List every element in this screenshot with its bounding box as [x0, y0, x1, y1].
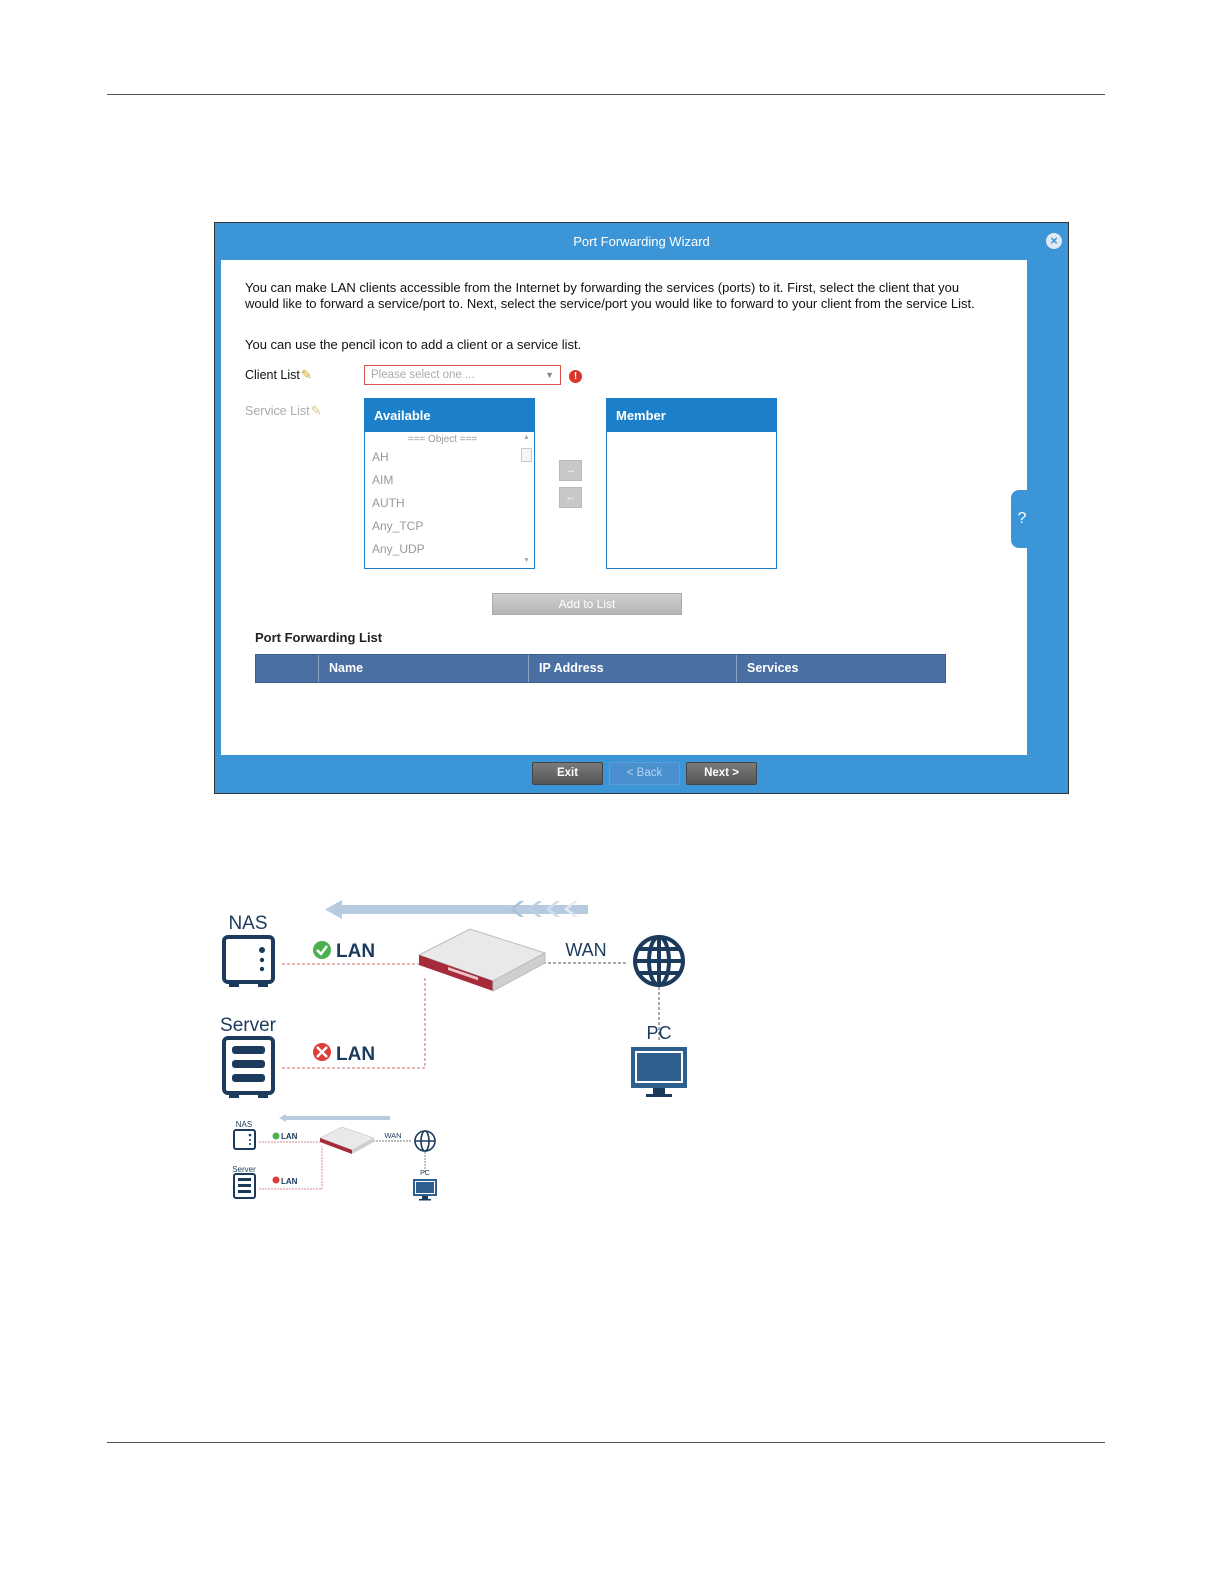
client-select[interactable]: [364, 365, 561, 385]
list-item[interactable]: Any_TCP: [372, 519, 424, 533]
check-icon: [273, 1133, 280, 1140]
member-listbox[interactable]: [606, 398, 777, 569]
check-icon: [313, 941, 331, 959]
exit-button[interactable]: Exit: [532, 762, 603, 785]
nas-label: NAS: [235, 1120, 253, 1129]
server-label: Server: [220, 1015, 276, 1036]
port-forwarding-wizard: [214, 222, 1069, 794]
pc-label: PC: [646, 1023, 672, 1043]
list-item[interactable]: AH: [372, 450, 389, 464]
lan-blocked-label: LAN: [281, 1177, 298, 1186]
wan-label: WAN: [565, 940, 607, 960]
available-listbox[interactable]: [364, 398, 535, 569]
network-diagram-small: [228, 1112, 448, 1204]
member-header: Member: [607, 399, 776, 432]
scrollbar[interactable]: [521, 434, 532, 564]
nas-icon: [224, 937, 273, 987]
server-label: Server: [232, 1165, 256, 1174]
close-icon[interactable]: ×: [1046, 233, 1062, 249]
table-header-ip-address[interactable]: IP Address: [528, 655, 736, 682]
lan-allowed-label: LAN: [336, 941, 376, 962]
client-list-label: [245, 367, 312, 383]
intro-text: You can make LAN clients accessible from the Internet by forwarding the services (ports) to it. First, select the client that you would like to forward a service/port to. Next, select the service/port you would like to forward to your client from the service List.: [245, 280, 975, 311]
network-diagram-large: [210, 895, 710, 1105]
traffic-arrow: [325, 900, 588, 919]
pc-monitor-icon: [631, 1047, 687, 1097]
client-list-label-text: Client List: [245, 368, 300, 382]
list-item[interactable]: AUTH: [372, 496, 405, 510]
server-icon: [224, 1038, 273, 1098]
traffic-arrow: [285, 1116, 390, 1120]
member-items: [607, 432, 776, 568]
pc-monitor-icon: [413, 1179, 437, 1201]
server-icon: [234, 1174, 255, 1198]
available-header: Available: [365, 399, 534, 432]
move-right-button[interactable]: →: [559, 460, 582, 481]
chevron-down-icon: ▼: [545, 370, 554, 380]
port-forwarding-list-title: Port Forwarding List: [255, 630, 383, 645]
pc-label: PC: [420, 1170, 430, 1177]
service-list-label-text: Service List: [245, 404, 310, 418]
available-items: [365, 432, 534, 568]
client-select-placeholder: Please select one ...: [371, 369, 475, 381]
bottom-rule: [107, 1442, 1105, 1443]
router-device-icon: [320, 1127, 374, 1154]
list-item[interactable]: AIM: [372, 473, 394, 487]
service-list-label: [245, 403, 322, 419]
port-forwarding-table-header: [255, 654, 946, 683]
wizard-body: [221, 260, 1027, 755]
scroll-down-icon[interactable]: ▼: [523, 557, 530, 564]
table-header-name[interactable]: Name: [318, 655, 528, 682]
pencil-icon[interactable]: ✎: [310, 403, 322, 418]
pencil-icon[interactable]: ✎: [300, 367, 312, 382]
list-item[interactable]: Any_UDP: [372, 542, 425, 556]
lan-blocked-label: LAN: [336, 1044, 376, 1065]
table-header-services[interactable]: Services: [736, 655, 945, 682]
add-to-list-button[interactable]: Add to List: [492, 593, 682, 615]
move-left-button[interactable]: ←: [559, 487, 582, 508]
blocked-icon: [313, 1043, 331, 1061]
internet-globe-icon: [415, 1131, 435, 1151]
nas-icon: [234, 1130, 255, 1149]
error-icon: !: [569, 370, 582, 383]
internet-globe-icon: [635, 937, 683, 985]
wan-label: WAN: [384, 1131, 402, 1140]
option-group-label: === Object ===: [407, 434, 478, 445]
scroll-up-icon[interactable]: ▲: [523, 434, 530, 441]
next-button[interactable]: Next >: [686, 762, 757, 785]
wizard-footer: [215, 755, 1068, 795]
router-device-icon: [419, 929, 545, 991]
table-header-select: [256, 655, 318, 682]
back-button[interactable]: < Back: [609, 762, 680, 785]
top-rule: [107, 94, 1105, 95]
help-icon[interactable]: ?: [1011, 490, 1033, 548]
wizard-title: Port Forwarding Wizard: [573, 234, 710, 249]
blocked-icon: [273, 1177, 280, 1184]
help-side-panel: [1017, 260, 1064, 755]
nas-label: NAS: [228, 913, 268, 934]
lan-allowed-label: LAN: [281, 1132, 298, 1141]
pencil-note: You can use the pencil icon to add a client or a service list.: [245, 337, 582, 352]
scrollbar-thumb[interactable]: [521, 448, 532, 462]
